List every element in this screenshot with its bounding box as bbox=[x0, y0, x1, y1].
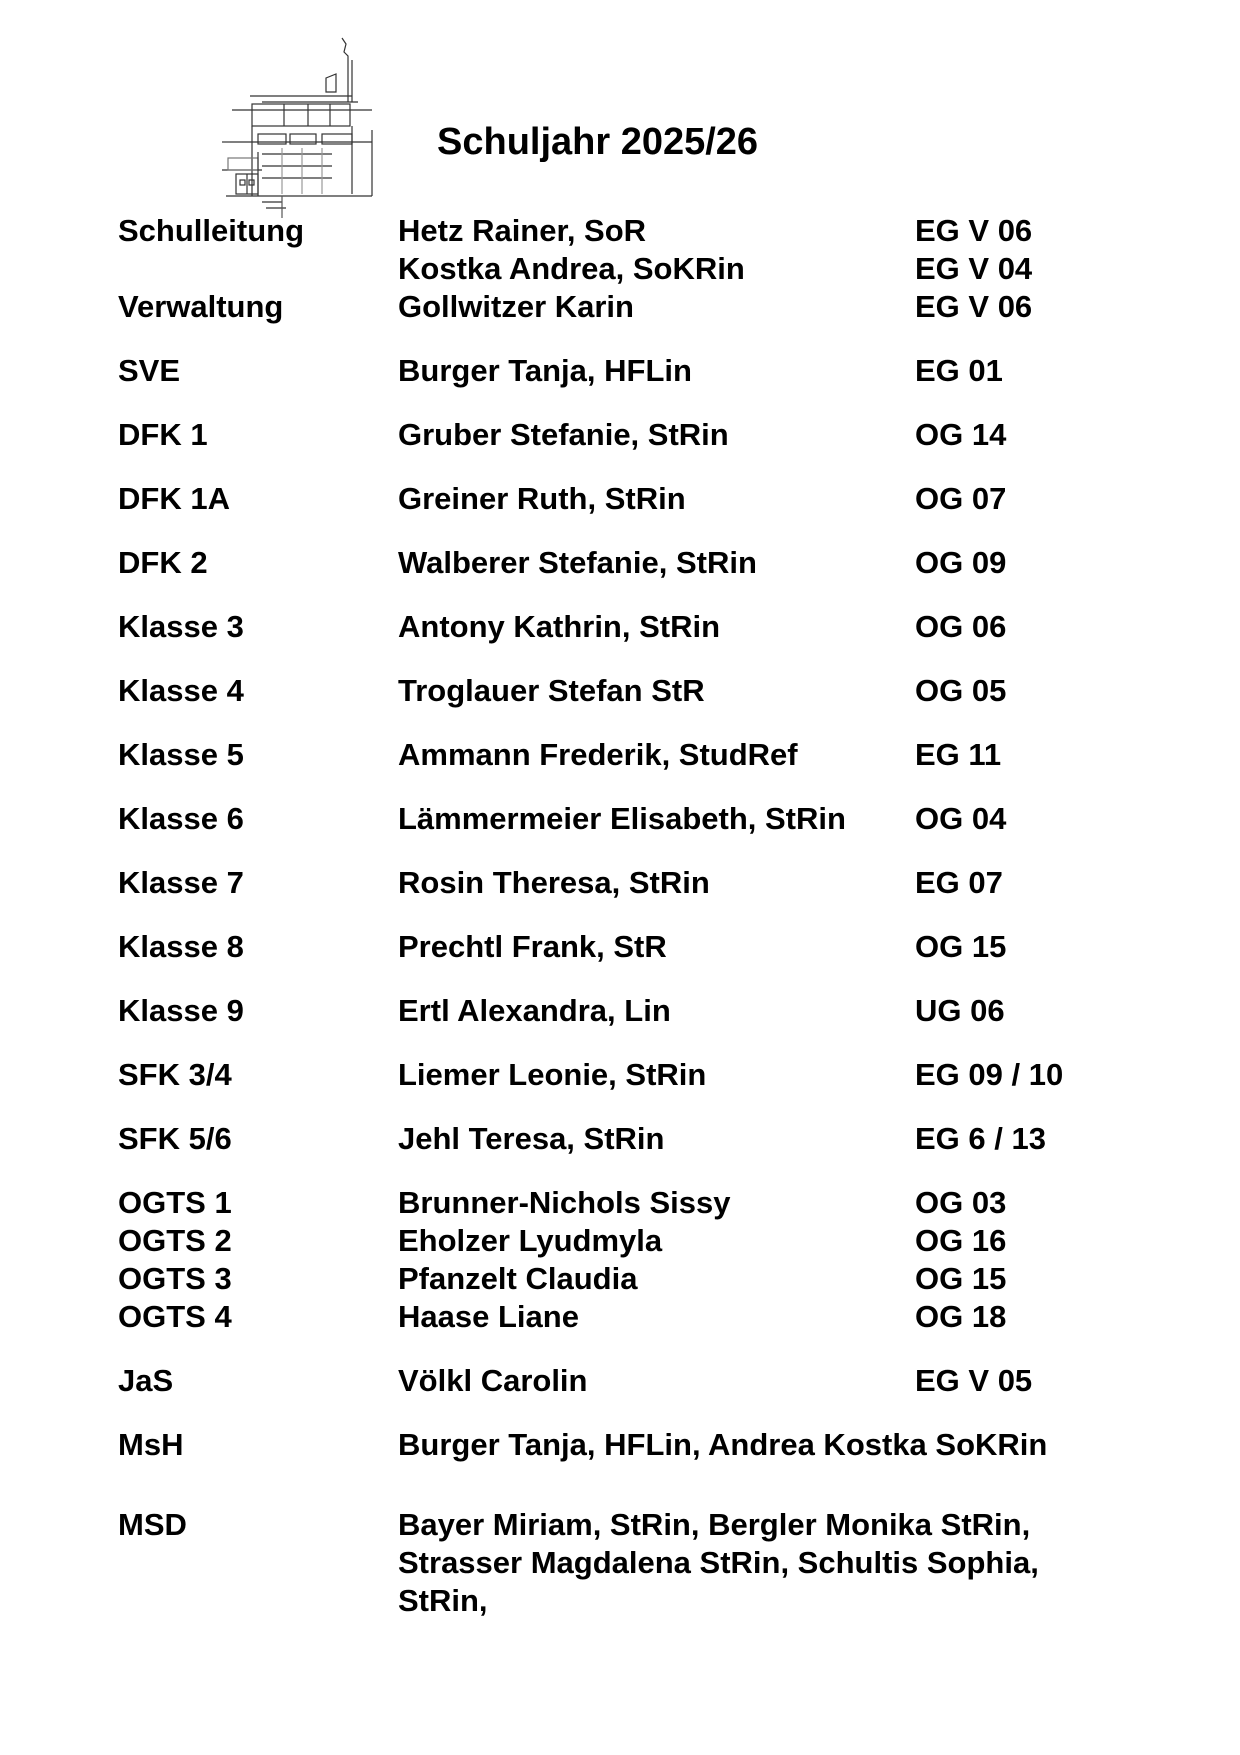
roster-row bbox=[118, 608, 1158, 646]
roster-row bbox=[118, 928, 1158, 966]
roster-row bbox=[118, 1426, 1158, 1464]
class-label: JaS bbox=[118, 1363, 174, 1398]
roster-group bbox=[118, 352, 1158, 390]
class-label: OGTS 2 bbox=[118, 1223, 232, 1258]
room-number: EG V 04 bbox=[915, 251, 1033, 286]
teacher-name: Prechtl Frank, StR bbox=[398, 929, 667, 964]
roster-row bbox=[118, 480, 1158, 518]
teacher-name: Jehl Teresa, StRin bbox=[398, 1121, 665, 1156]
school-building-sketch-icon bbox=[222, 30, 412, 218]
room-number: OG 15 bbox=[915, 929, 1007, 964]
room-number: OG 06 bbox=[915, 609, 1007, 644]
class-label: DFK 1A bbox=[118, 481, 230, 516]
room-number: EG V 05 bbox=[915, 1363, 1033, 1398]
teacher-name: Burger Tanja, HFLin bbox=[398, 353, 692, 388]
room-number: EG 01 bbox=[915, 353, 1003, 388]
teacher-name: Gruber Stefanie, StRin bbox=[398, 417, 729, 452]
room-number: OG 07 bbox=[915, 481, 1007, 516]
roster-group bbox=[118, 212, 1158, 326]
teacher-name: Ertl Alexandra, Lin bbox=[398, 993, 671, 1028]
roster-group bbox=[118, 1184, 1158, 1336]
teacher-name: Völkl Carolin bbox=[398, 1363, 588, 1398]
teacher-name: Antony Kathrin, StRin bbox=[398, 609, 721, 644]
room-number: EG V 06 bbox=[915, 289, 1033, 324]
class-label: Klasse 4 bbox=[118, 673, 244, 708]
roster-group bbox=[118, 672, 1158, 710]
roster-row bbox=[118, 800, 1158, 838]
teacher-name: Greiner Ruth, StRin bbox=[398, 481, 686, 516]
room-number: OG 03 bbox=[915, 1185, 1007, 1220]
roster-row bbox=[118, 1056, 1158, 1094]
class-label: SFK 3/4 bbox=[118, 1057, 232, 1092]
room-number: EG 09 / 10 bbox=[915, 1057, 1064, 1092]
roster-row bbox=[118, 544, 1158, 582]
teacher-name: Liemer Leonie, StRin bbox=[398, 1057, 707, 1092]
teacher-name: Kostka Andrea, SoKRin bbox=[398, 251, 745, 286]
room-number: OG 16 bbox=[915, 1223, 1007, 1258]
teacher-name: Troglauer Stefan StR bbox=[398, 673, 705, 708]
roster-group bbox=[118, 1506, 1158, 1620]
room-number: OG 14 bbox=[915, 417, 1007, 452]
class-label: SVE bbox=[118, 353, 181, 388]
roster-group bbox=[118, 608, 1158, 646]
room-number: UG 06 bbox=[915, 993, 1005, 1028]
class-label: DFK 2 bbox=[118, 545, 208, 580]
roster-row bbox=[118, 1184, 1158, 1222]
roster-row bbox=[118, 416, 1158, 454]
room-number: OG 05 bbox=[915, 673, 1007, 708]
roster-row bbox=[118, 864, 1158, 902]
roster-row bbox=[118, 288, 1158, 326]
roster-group bbox=[118, 480, 1158, 518]
staff-roster bbox=[118, 212, 1158, 1620]
staff-names: Strasser Magdalena StRin, Schultis Sophia, bbox=[398, 1545, 1039, 1580]
class-label: OGTS 3 bbox=[118, 1261, 232, 1296]
roster-row bbox=[118, 1222, 1158, 1260]
roster-group bbox=[118, 800, 1158, 838]
roster-group bbox=[118, 1426, 1158, 1464]
teacher-name: Haase Liane bbox=[398, 1299, 579, 1334]
class-label: Klasse 3 bbox=[118, 609, 244, 644]
room-number: EG 6 / 13 bbox=[915, 1121, 1046, 1156]
roster-row bbox=[118, 1298, 1158, 1336]
roster-row bbox=[118, 1120, 1158, 1158]
staff-names: Bayer Miriam, StRin, Bergler Monika StRin, bbox=[398, 1507, 1031, 1542]
teacher-name: Rosin Theresa, StRin bbox=[398, 865, 710, 900]
class-label: Klasse 9 bbox=[118, 993, 244, 1028]
roster-row bbox=[118, 1362, 1158, 1400]
roster-row bbox=[118, 1544, 1158, 1582]
roster-row bbox=[118, 1582, 1158, 1620]
class-label: SFK 5/6 bbox=[118, 1121, 232, 1156]
class-label: Klasse 8 bbox=[118, 929, 244, 964]
class-label: OGTS 4 bbox=[118, 1299, 232, 1334]
room-number: OG 09 bbox=[915, 545, 1007, 580]
roster-group bbox=[118, 544, 1158, 582]
teacher-name: Brunner-Nichols Sissy bbox=[398, 1185, 731, 1220]
roster-row bbox=[118, 250, 1158, 288]
class-label: Klasse 7 bbox=[118, 865, 244, 900]
roster-row bbox=[118, 736, 1158, 774]
roster-row bbox=[118, 352, 1158, 390]
roster-group bbox=[118, 416, 1158, 454]
teacher-name: Walberer Stefanie, StRin bbox=[398, 545, 757, 580]
room-number: EG 07 bbox=[915, 865, 1003, 900]
class-label: OGTS 1 bbox=[118, 1185, 232, 1220]
roster-row bbox=[118, 1260, 1158, 1298]
roster-row bbox=[118, 212, 1158, 250]
page-title: Schuljahr 2025/26 bbox=[437, 121, 759, 163]
teacher-name: Gollwitzer Karin bbox=[398, 289, 634, 324]
roster-group bbox=[118, 928, 1158, 966]
teacher-name: Ammann Frederik, StudRef bbox=[398, 737, 798, 772]
teacher-name: Hetz Rainer, SoR bbox=[398, 213, 647, 248]
roster-group bbox=[118, 1056, 1158, 1094]
class-label: Verwaltung bbox=[118, 289, 284, 324]
roster-row bbox=[118, 1506, 1158, 1544]
roster-group bbox=[118, 864, 1158, 902]
teacher-name: Eholzer Lyudmyla bbox=[398, 1223, 663, 1258]
roster-group bbox=[118, 1120, 1158, 1158]
class-label: Schulleitung bbox=[118, 213, 304, 248]
teacher-name: Lämmermeier Elisabeth, StRin bbox=[398, 801, 846, 836]
class-label: MSD bbox=[118, 1507, 187, 1542]
room-number: OG 04 bbox=[915, 801, 1007, 836]
roster-group bbox=[118, 992, 1158, 1030]
class-label: Klasse 6 bbox=[118, 801, 244, 836]
room-number: EG V 06 bbox=[915, 213, 1033, 248]
roster-row bbox=[118, 672, 1158, 710]
roster-row bbox=[118, 992, 1158, 1030]
room-number: OG 15 bbox=[915, 1261, 1007, 1296]
roster-group bbox=[118, 736, 1158, 774]
class-label: MsH bbox=[118, 1427, 184, 1462]
class-label: DFK 1 bbox=[118, 417, 208, 452]
roster-group bbox=[118, 1362, 1158, 1400]
staff-names: StRin, bbox=[398, 1583, 488, 1618]
teacher-name: Pfanzelt Claudia bbox=[398, 1261, 638, 1296]
staff-names: Burger Tanja, HFLin, Andrea Kostka SoKRin bbox=[398, 1427, 1048, 1462]
room-number: EG 11 bbox=[915, 737, 1002, 772]
room-number: OG 18 bbox=[915, 1299, 1007, 1334]
class-label: Klasse 5 bbox=[118, 737, 244, 772]
